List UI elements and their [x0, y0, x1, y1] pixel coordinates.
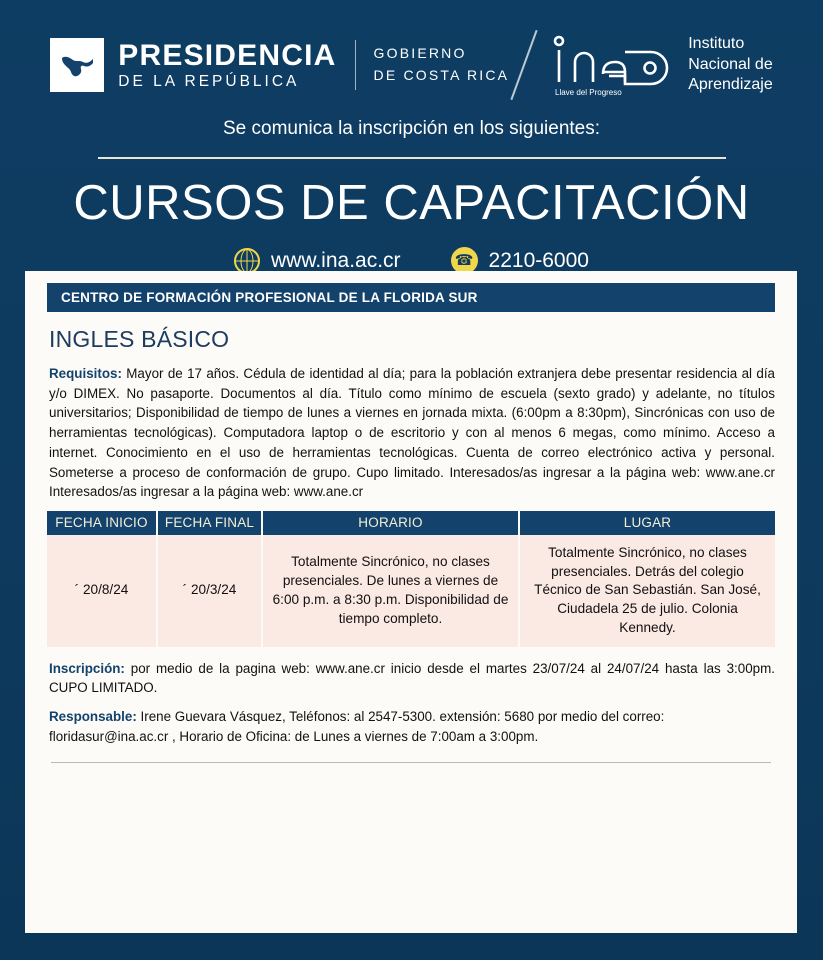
svg-text:Llave del Progreso: Llave del Progreso [555, 88, 622, 97]
page-title: CURSOS DE CAPACITACIÓN [73, 176, 750, 230]
inscripcion-text: por medio de la pagina web: www.ane.cr inicio desde el martes 23/07/24 al 24/07/24 hasta las 3:00pm. CUPO LIMITADO. [49, 660, 775, 696]
inscripcion-paragraph [49, 659, 775, 698]
cell-fecha-inicio: ´ 20/8/24 [47, 535, 157, 647]
ina-institution-name [688, 34, 773, 95]
column-header-fecha-final: FECHA FINAL [157, 511, 262, 535]
requisitos-text: Mayor de 17 años. Cédula de identidad al día; para la población extranjera debe presentar residencia al día y/o DIMEX. No pasaporte. Documentos al día. Título como mínimo de escuela (sexto grado) y adelante, no títulos universitarios; Disponibilidad de tiempo de lunes a viernes en jornada mixta. (6:00pm a 8:30pm), Sincrónicas con uso de herramientas tecnológicas). Computadora laptop o de escritorio y con al menos 6 megas, como mínimo. Acceso a internet. Conocimiento en el uso de herramientas tecnológicas. Cuenta de correo electrónico activa y personal. Someterse a proceso de conformación de grupo. Cupo limitado. Interesados/as ingresar a la página web: www.ane.cr Interesados/as ingresar a la página web: www.ane.cr [49, 366, 775, 500]
phone-number: 2210-6000 [488, 248, 589, 272]
course-card [25, 271, 797, 933]
presidencia-subtitle: DE LA REPÚBLICA [118, 72, 300, 90]
ina-name-line-1: Instituto [688, 35, 745, 53]
ina-name-line-3: Aprendizaje [688, 76, 773, 94]
presidencia-title: PRESIDENCIA [118, 38, 337, 72]
gobierno-line-1: GOBIERNO [373, 45, 467, 62]
website-contact[interactable] [234, 248, 401, 274]
table-header-row [47, 511, 775, 535]
costa-rica-map-icon [50, 38, 104, 92]
ina-name-line-2: Nacional de [688, 55, 773, 73]
globe-icon [234, 248, 260, 274]
table-row [47, 535, 775, 647]
column-header-fecha-inicio: FECHA INICIO [47, 511, 157, 535]
cell-lugar: Totalmente Sincrónico, no clases presenciales. Detrás del colegio Técnico de San Sebastián. San José, Ciudadela 25 de julio. Colonia Kennedy. [519, 535, 775, 647]
website-url: www.ina.ac.cr [271, 248, 401, 272]
inscripcion-label: Inscripción: [49, 660, 125, 676]
brand-header [0, 0, 823, 112]
announcement-kicker: Se comunica la inscripción en los siguientes: [222, 118, 601, 139]
contact-row [0, 247, 823, 274]
cell-fecha-final: ´ 20/3/24 [157, 535, 262, 647]
ina-logo [547, 32, 773, 98]
requisitos-paragraph [49, 364, 775, 502]
column-header-horario: HORARIO [262, 511, 519, 535]
responsable-text: Irene Guevara Vásquez, Teléfonos: al 2547-5300. extensión: 5680 por medio del correo: floridasur@ina.ac.cr , Horario de Oficina: de Lunes a viernes de 7:00am a 3:00pm. [49, 709, 665, 744]
brand-divider [355, 40, 356, 90]
column-header-lugar: LUGAR [519, 511, 775, 535]
gold-divider [98, 157, 726, 159]
presidencia-logo [50, 38, 336, 92]
card-bottom-divider [51, 762, 771, 763]
cell-horario: Totalmente Sincrónico, no clases presenciales. De lunes a viernes de 6:00 p.m. a 8:30 p.m. Disponibilidad de tiempo completo. [262, 535, 519, 647]
schedule-table [47, 511, 775, 647]
phone-contact[interactable] [451, 247, 589, 274]
gobierno-line-2: DE COSTA RICA [373, 67, 510, 83]
phone-icon: ☎ [451, 247, 478, 274]
course-title: INGLES BÁSICO [49, 326, 230, 352]
diagonal-separator [511, 30, 538, 100]
gobierno-costa-rica [374, 43, 510, 86]
responsable-label: Responsable: [49, 709, 137, 725]
ina-key-mark-icon [547, 32, 675, 98]
requisitos-label: Requisitos: [49, 366, 122, 381]
responsable-paragraph [49, 707, 775, 746]
training-center-bar: CENTRO DE FORMACIÓN PROFESIONAL DE LA FLORIDA SUR [47, 283, 775, 312]
